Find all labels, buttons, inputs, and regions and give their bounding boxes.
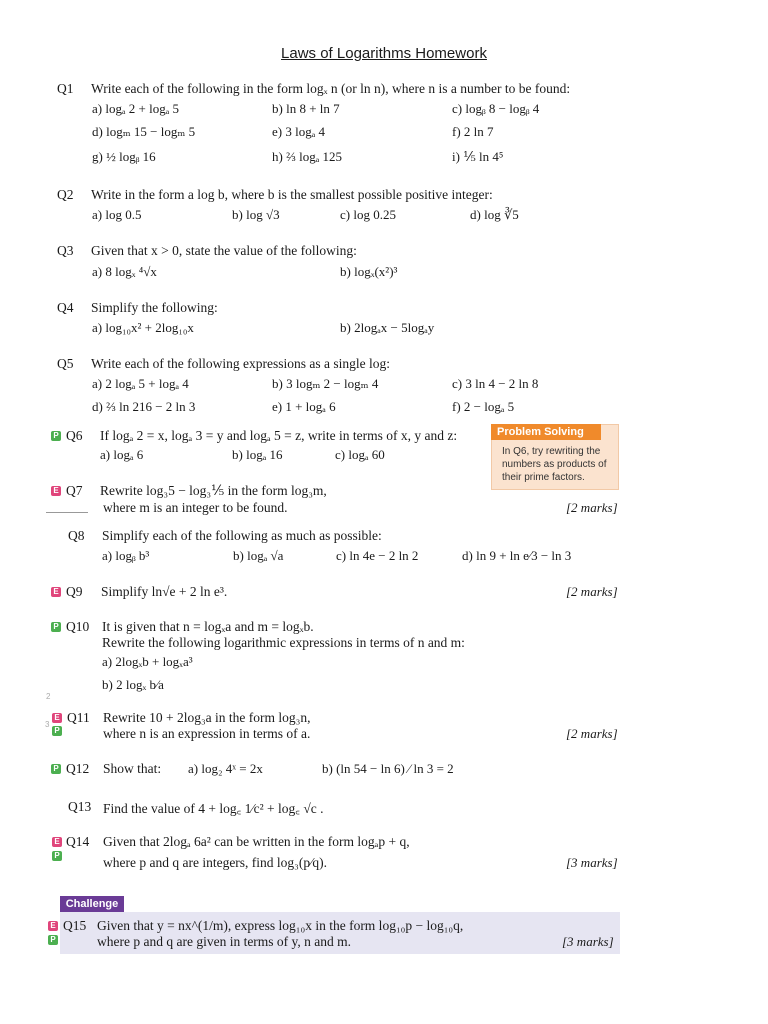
question-part: f) 2 − logₐ 5 xyxy=(452,399,515,414)
question-stem: Rewrite 10 + 2log₃a in the form log₃n, xyxy=(103,710,311,725)
question-stem: Given that y = nx^(1/m), express log₁₀x in the form log₁₀p − log₁₀q, xyxy=(97,918,464,933)
question-number: Q1 xyxy=(57,81,74,96)
marks-label: [2 marks] xyxy=(566,500,618,515)
question-stem: Write each of the following expressions as a single log: xyxy=(91,356,391,371)
question-part: g) ½ logᵦ 16 xyxy=(92,149,156,164)
divider xyxy=(46,512,88,513)
question-number: Q15 xyxy=(63,918,87,933)
challenge-label: Challenge xyxy=(60,896,124,912)
question-stem-line2: where m is an integer to be found. xyxy=(103,500,288,515)
question-part: b) log √3 xyxy=(232,207,280,222)
exam-badge: E xyxy=(51,486,61,496)
marks-label: [2 marks] xyxy=(566,726,618,741)
question-number: Q7 xyxy=(66,483,83,498)
question-stem-line2: Rewrite the following logarithmic expressions in terms of n and m: xyxy=(102,635,465,650)
question-part: d) log ∛5 xyxy=(470,207,519,222)
question-stem: Find the value of 4 + log꜀ 1⁄c² + log꜀ √c . xyxy=(103,801,324,816)
problem-solving-badge: P xyxy=(52,726,62,736)
question-part: a) logₐ 6 xyxy=(100,447,144,462)
question-part: d) ln 9 + ln e⁄3 − ln 3 xyxy=(462,548,572,563)
question-number: Q9 xyxy=(66,584,83,599)
question-part: d) ⅔ ln 216 − 2 ln 3 xyxy=(92,399,196,414)
exam-badge: E xyxy=(51,587,61,597)
problem-solving-heading: Problem Solving xyxy=(491,424,601,440)
question-part: i) ⅕ ln 4⁵ xyxy=(452,149,504,164)
question-part: c) logₐ 60 xyxy=(335,447,385,462)
question-stem: Simplify each of the following as much as possible: xyxy=(102,528,382,543)
marks-label: [3 marks] xyxy=(562,934,614,949)
problem-solving-badge: P xyxy=(51,622,61,632)
question-number: Q4 xyxy=(57,300,74,315)
problem-solving-badge: P xyxy=(51,431,61,441)
question-stem: Write each of the following in the form logₓ n (or ln n), where n is a number to be found: xyxy=(91,81,571,96)
exam-badge: E xyxy=(48,921,58,931)
question-number: Q6 xyxy=(66,428,83,443)
stray-mark: 2 xyxy=(46,692,51,701)
question-part: c) 3 ln 4 − 2 ln 8 xyxy=(452,376,539,391)
question-stem: Show that: xyxy=(103,761,162,776)
marks-label: [3 marks] xyxy=(566,855,618,870)
question-part: a) 8 logₓ ⁴√x xyxy=(92,264,157,279)
question-part: a) 2 logₐ 5 + logₐ 4 xyxy=(92,376,189,391)
question-stem: Given that 2logₐ 6a² can be written in the form logₐp + q, xyxy=(103,834,410,849)
question-stem: If logₐ 2 = x, logₐ 3 = y and logₐ 5 = z, write in terms of x, y and z: xyxy=(100,428,458,443)
problem-solving-badge: P xyxy=(51,764,61,774)
question-stem: Simplify ln√e + 2 ln e³. xyxy=(101,584,228,599)
question-part: c) log 0.25 xyxy=(340,207,396,222)
question-part: a) 2logₓb + logₓa³ xyxy=(102,654,193,669)
problem-solving-badge: P xyxy=(48,935,58,945)
question-number: Q3 xyxy=(57,243,74,258)
question-stem-line2: where p and q are given in terms of y, n and m. xyxy=(97,934,352,949)
question-number: Q2 xyxy=(57,187,74,202)
question-stem: Write in the form a log b, where b is the smallest possible positive integer: xyxy=(91,187,493,202)
question-part: e) 3 logₐ 4 xyxy=(272,124,326,139)
exam-badge: E xyxy=(52,837,62,847)
question-number: Q12 xyxy=(66,761,90,776)
question-number: Q14 xyxy=(66,834,90,849)
question-stem: Given that x > 0, state the value of the following: xyxy=(91,243,357,258)
question-part: b) (ln 54 − ln 6) ⁄ ln 3 = 2 xyxy=(322,761,454,776)
question-part: a) log₂ 4ˣ = 2x xyxy=(188,761,263,776)
question-part: a) log₁₀x² + 2log₁₀x xyxy=(92,320,194,335)
question-part: b) logₓ(x²)³ xyxy=(340,264,398,279)
question-stem: Rewrite log₃5 − log₃⅕ in the form log₃m, xyxy=(100,483,327,498)
question-part: h) ⅔ logₐ 125 xyxy=(272,149,342,164)
problem-solving-badge: P xyxy=(52,851,62,861)
page-title: Laws of Logarithms Homework xyxy=(281,45,487,62)
question-part: b) logₐ 16 xyxy=(232,447,283,462)
question-part: c) ln 4e − 2 ln 2 xyxy=(336,548,419,563)
question-number: Q10 xyxy=(66,619,90,634)
question-part: b) logₐ √a xyxy=(233,548,284,563)
question-stem-line2: where p and q are integers, find log₃(p⁄q). xyxy=(103,855,328,870)
question-part: f) 2 ln 7 xyxy=(452,124,494,139)
exam-badge: E xyxy=(52,713,62,723)
question-part: b) ln 8 + ln 7 xyxy=(272,101,340,116)
question-part: b) 2logₐx − 5logₐy xyxy=(340,320,435,335)
question-part: a) logₐ 2 + logₐ 5 xyxy=(92,101,180,116)
question-number: Q13 xyxy=(68,799,92,814)
question-stem: Simplify the following: xyxy=(91,300,218,315)
question-part: d) logₘ 15 − logₘ 5 xyxy=(92,124,196,139)
problem-solving-text: In Q6, try rewriting the numbers as products of their prime factors. xyxy=(502,446,607,483)
question-part: a) log 0.5 xyxy=(92,207,142,222)
question-number: Q11 xyxy=(67,710,90,725)
stray-mark: 3 xyxy=(45,720,50,729)
question-part: a) logᵦ b³ xyxy=(102,548,150,563)
question-number: Q8 xyxy=(68,528,85,543)
question-part: b) 2 logₓ b⁄a xyxy=(102,677,164,692)
question-part: c) logᵦ 8 − logᵦ 4 xyxy=(452,101,540,116)
question-stem: It is given that n = logₓa and m = logₓb. xyxy=(102,619,314,634)
question-part: b) 3 logₘ 2 − logₘ 4 xyxy=(272,376,379,391)
question-stem-line2: where n is an expression in terms of a. xyxy=(103,726,311,741)
question-part: e) 1 + logₐ 6 xyxy=(272,399,336,414)
question-number: Q5 xyxy=(57,356,74,371)
marks-label: [2 marks] xyxy=(566,584,618,599)
